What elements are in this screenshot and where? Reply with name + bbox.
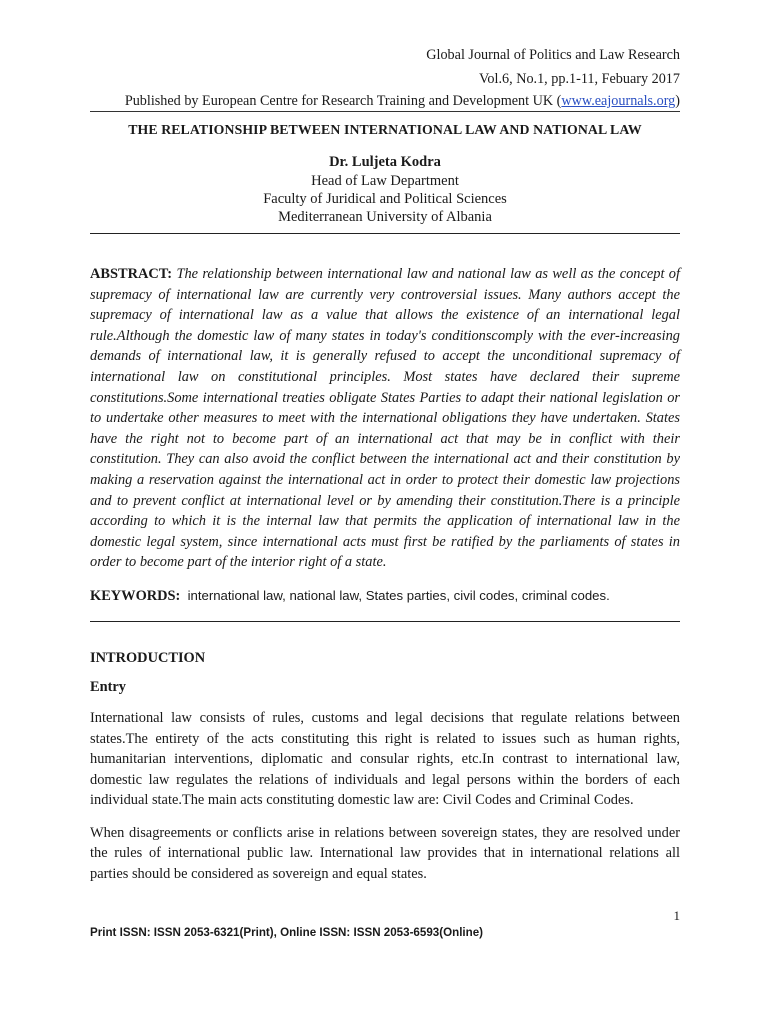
author-affiliation-2: Faculty of Juridical and Political Sciences: [263, 191, 507, 207]
paragraph-2: When disagreements or conflicts arise in relations between sovereign states, they are resolved under the rules of international public law. International law provides that in international relations all parties should be considered as sovereign and equal states.: [90, 824, 680, 883]
header-rule: [90, 111, 680, 112]
author-affiliation-3: Mediterranean University of Albania: [278, 209, 492, 225]
abstract-label: ABSTRACT:: [90, 266, 173, 282]
author-name: Dr. Luljeta Kodra: [329, 154, 441, 170]
author-affiliation-1: Head of Law Department: [311, 173, 459, 189]
publisher-suffix: ): [675, 93, 680, 109]
journal-name: Global Journal of Politics and Law Research: [426, 47, 680, 63]
keywords: [90, 586, 680, 606]
section-heading: INTRODUCTION: [90, 649, 206, 666]
page: [90, 0, 680, 885]
keywords-text: international law, national law, States parties, civil codes, criminal codes.: [187, 587, 610, 603]
paragraph-1: International law consists of rules, customs and legal decisions that regulate relations between states.The entirety of the acts constituting this right is related to issues such as human rights, humanitarian interventions, diplomatic and consular rights, etc.In contrast to international law, domestic law regulates the relations of individuals and legal persons within the borders of each individual state.The main acts constituting domestic law are: Civil Codes and Criminal Codes.: [90, 709, 680, 809]
footer-issn: Print ISSN: ISSN 2053-6321(Print), Online ISSN: ISSN 2053-6593(Online): [90, 926, 484, 939]
abstract-text: The relationship between international law and national law as well as the concept of supremacy of international law are currently very controversial issues. Many authors accept the supremacy of international law as a value that allows the existence of an international legal rule.Although the domestic law of many states in today's conditionscomply with the ever-increasing demands of international law, it is generally refused to accept the unconditional supremacy of international law on constitutional principles. Most states have declared their supreme constitutions.Some international treaties obligate States Parties to adapt their national legislation or to undertake other measures to meet with the international obligations they have undertaken. States have the right not to become part of an international act that may be in conflict with their constitution. They can also avoid the conflict between the international act and their constitution by making a reservation against the international act in order to protect their domestic law projections and to prevent conflict at international level or by amending their constitution.There is a principle according to which it is the internal law that permits the application of international law in the domestic legal system, since international acts must first be ratified by the parliaments of states in order to become part of the interior right of a state.: [90, 266, 680, 571]
publisher-link[interactable]: www.eajournals.org: [561, 93, 676, 109]
title-rule: [90, 233, 680, 234]
subsection-heading: Entry: [90, 678, 126, 695]
volume-info: Vol.6, No.1, pp.1-11, Febuary 2017: [479, 71, 680, 87]
publisher-line: [90, 91, 680, 111]
publisher-text: Published by European Centre for Research Training and Development UK (: [124, 93, 562, 109]
keywords-rule: [90, 621, 680, 622]
keywords-label: KEYWORDS:: [90, 587, 181, 604]
page-number: 1: [673, 908, 680, 923]
abstract: [90, 264, 680, 573]
paper-title: THE RELATIONSHIP BETWEEN INTERNATIONAL LAW AND NATIONAL LAW: [128, 122, 642, 137]
